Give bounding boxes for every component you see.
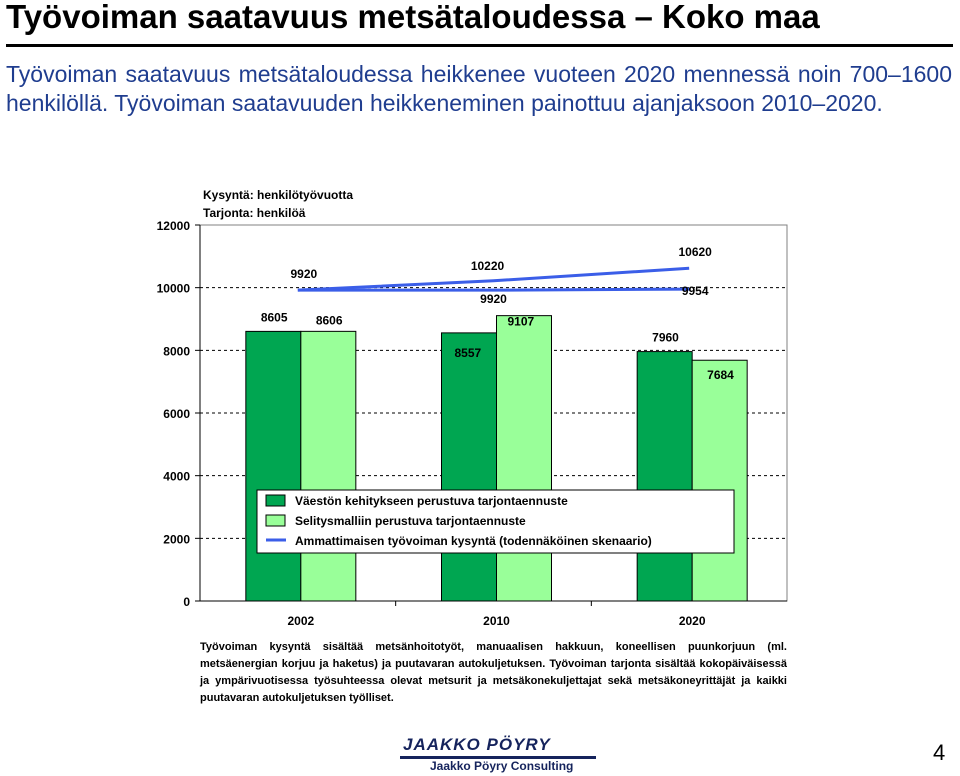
page-subtitle: Työvoiman saatavuus metsätaloudessa heikkenee vuoteen 2020 mennessä noin 700–1600 henkilöllä. Työvoiman saatavuuden heikkeneminen painottuu ajanjaksoon 2010–2020. xyxy=(6,61,952,116)
company-logo xyxy=(400,735,600,775)
y-tick-label-0: 0 xyxy=(183,595,190,609)
line-label-1-2010: 10220 xyxy=(470,258,505,273)
y-tick-label-6000: 6000 xyxy=(163,407,190,421)
legend-swatch-series-2 xyxy=(266,515,285,526)
x-axis xyxy=(287,601,705,628)
page-number: 4 xyxy=(933,740,946,765)
bar-2002-model xyxy=(301,331,356,601)
logo-subtitle: Jaakko Pöyry Consulting xyxy=(430,759,574,773)
y-tick-label-2000: 2000 xyxy=(163,532,190,547)
legend xyxy=(257,490,734,553)
x-tick-label-2010: 2010 xyxy=(483,614,510,628)
data-label-2002-population: 8605 xyxy=(260,310,288,325)
legend-label-series-2: Selitysmalliin perustuva tarjontaennuste xyxy=(295,514,526,528)
bar-2002-population xyxy=(246,331,301,601)
chart-footnote: Työvoiman kysyntä sisältää metsänhoitotyöt, manuaalisen hakkuun, koneellisen puunkorjuun (ml. metsäenergian korjuu ja haketus) ja puutavaran autokuljetuksen. Työvoiman tarjonta sisältää kokopäiväisessä ja ympärivuotisessa työsuhteessa olevat metsurit ja metsäkonekuljettajat sekä metsäkoneyrittäjät ja kaikki puutavaran autokuljetuksen työlliset. xyxy=(200,641,787,704)
line-label-2-2010: 9920 xyxy=(480,292,507,307)
y-tick-label-8000: 8000 xyxy=(163,344,190,359)
legend-label-series-3: Ammattimaisen työvoiman kysyntä (todennäköinen skenaario) xyxy=(295,534,652,548)
bar-2010-model xyxy=(497,316,552,601)
axis-note-line-2: Tarjonta: henkilöä xyxy=(203,206,306,220)
data-label-2020-population: 7960 xyxy=(652,330,679,345)
data-label-2010-population: 8557 xyxy=(454,345,482,360)
data-label-2002-model: 8606 xyxy=(315,313,343,328)
bar-2020-model xyxy=(692,360,747,601)
line-label-1-2002: 9920 xyxy=(290,267,318,282)
page-title: Työvoiman saatavuus metsätaloudessa – Koko maa xyxy=(6,0,820,35)
bar-2010-population xyxy=(442,333,497,601)
x-tick-label-2002: 2002 xyxy=(287,614,315,628)
bars xyxy=(246,316,747,601)
bar-2020-population xyxy=(637,352,692,601)
line-label-1-2020: 10620 xyxy=(678,245,712,260)
logo-wordmark: JAAKKO PÖYRY xyxy=(403,735,551,754)
legend-swatch-series-1 xyxy=(266,495,285,506)
y-tick-label-12000: 12000 xyxy=(156,219,190,233)
demand-line-2 xyxy=(298,289,689,290)
legend-label-series-1: Väestön kehitykseen perustuva tarjontaennuste xyxy=(295,494,568,508)
y-tick-label-10000: 10000 xyxy=(156,281,190,296)
line-label-2-2020: 9954 xyxy=(681,284,709,299)
x-tick-label-2020: 2020 xyxy=(678,614,706,628)
axis-note-line-1: Kysyntä: henkilötyövuotta xyxy=(203,188,354,202)
data-label-2020-model: 7684 xyxy=(707,368,734,383)
data-label-2010-model: 9107 xyxy=(507,314,535,329)
y-tick-label-4000: 4000 xyxy=(163,469,190,484)
